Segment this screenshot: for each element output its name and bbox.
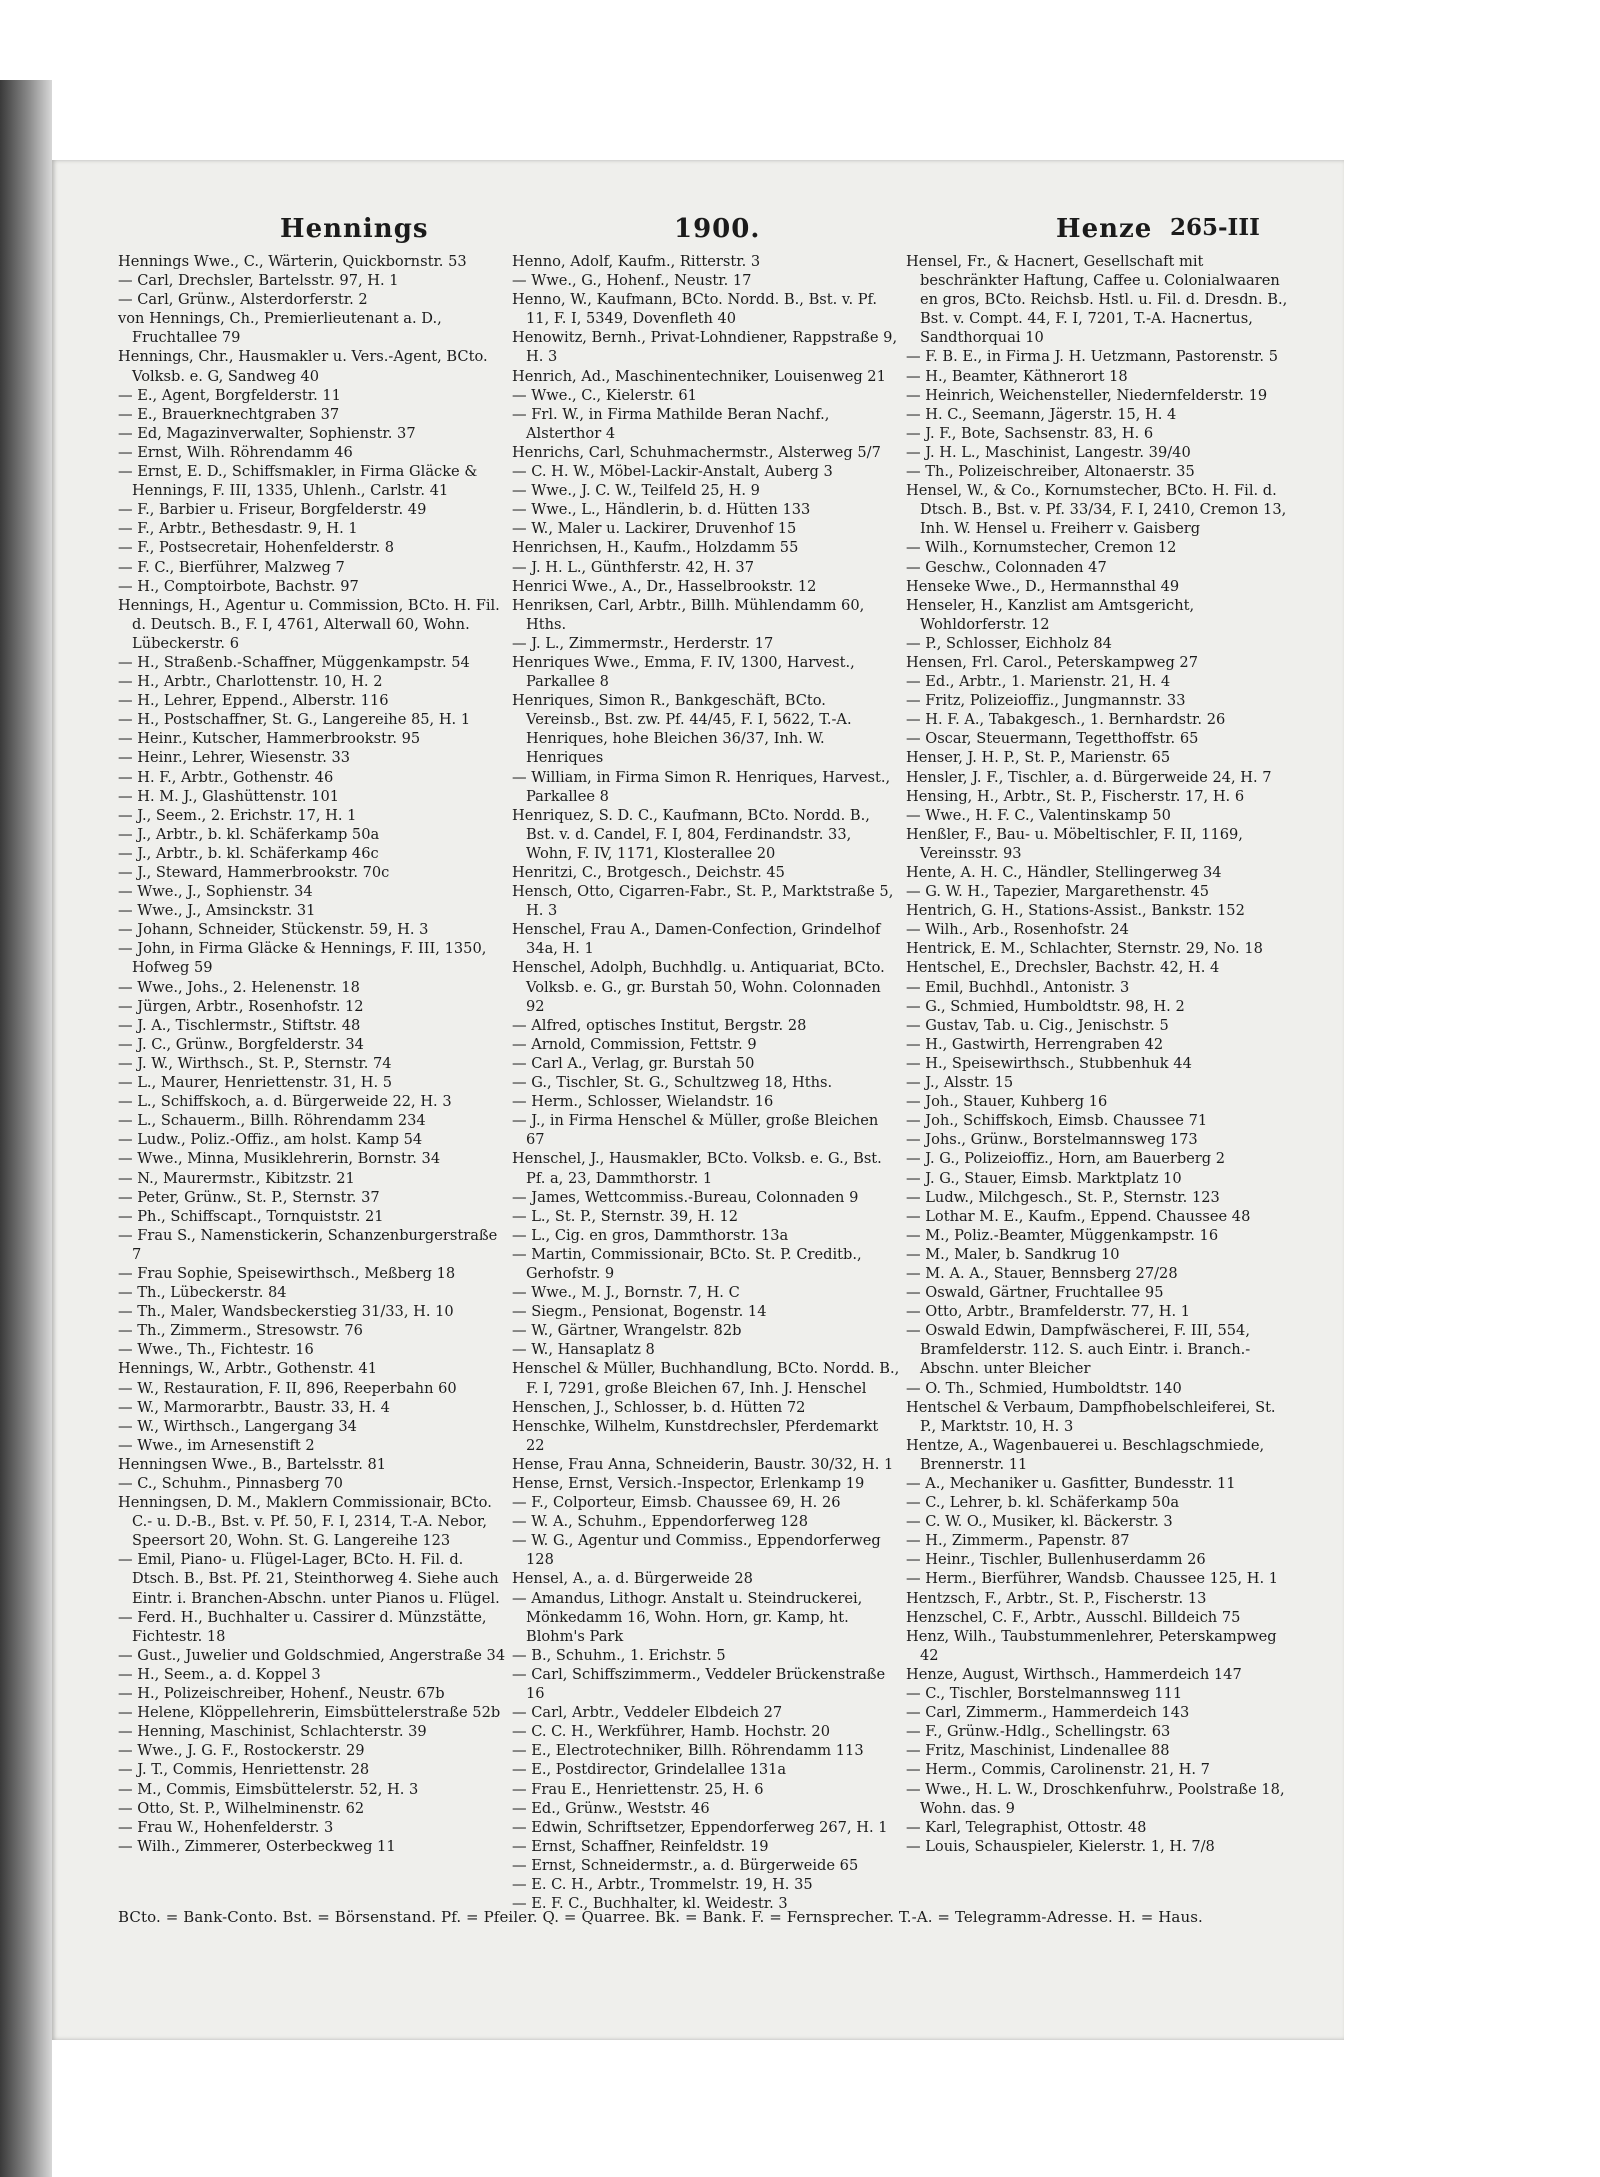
- directory-entry: Hensch, Otto, Cigarren-Fabr., St. P., Marktstraße 5, H. 3: [512, 883, 894, 920]
- directory-entry: — W., Marmorarbtr., Baustr. 33, H. 4: [118, 1398, 390, 1416]
- directory-entry: — Wwe., M. J., Bornstr. 7, H. C: [512, 1284, 740, 1302]
- directory-entry: — Herm., Bierführer, Wandsb. Chaussee 125, H. 1: [906, 1570, 1279, 1588]
- directory-entry: — C., Lehrer, b. kl. Schäferkamp 50a: [906, 1494, 1180, 1512]
- directory-entry: Henschen, J., Schlosser, b. d. Hütten 72: [512, 1398, 806, 1416]
- directory-entry: — Wwe., im Arnesenstift 2: [118, 1436, 315, 1454]
- directory-entry: — Gust., Juwelier und Goldschmied, Angerstraße 34: [118, 1646, 506, 1664]
- directory-entry: — Joh., Schiffskoch, Eimsb. Chaussee 71: [906, 1112, 1208, 1130]
- directory-entry: — E., Agent, Borgfelderstr. 11: [118, 386, 341, 404]
- directory-entry: — Joh., Stauer, Kuhberg 16: [906, 1093, 1108, 1111]
- directory-entry: — M., Poliz.-Beamter, Müggenkampstr. 16: [906, 1226, 1219, 1244]
- directory-entry: — G., Tischler, St. G., Schultzweg 18, Hths.: [512, 1074, 833, 1092]
- directory-entry: — Herm., Commis, Carolinenstr. 21, H. 7: [906, 1761, 1210, 1779]
- directory-entry: — H. C., Seemann, Jägerstr. 15, H. 4: [906, 405, 1177, 423]
- directory-entry: — P., Schlosser, Eichholz 84: [906, 634, 1112, 652]
- directory-entry: — Geschw., Colonnaden 47: [906, 558, 1107, 576]
- directory-entry: Henseke Wwe., D., Hermannsthal 49: [906, 577, 1180, 595]
- directory-entry: Hensler, J. F., Tischler, a. d. Bürgerweide 24, H. 7: [906, 768, 1272, 786]
- directory-entry: — Emil, Buchhdl., Antonistr. 3: [906, 978, 1130, 996]
- directory-entry: — Frau S., Namenstickerin, Schanzenburgerstraße 7: [118, 1226, 498, 1263]
- directory-entry: — Carl, Grünw., Alsterdorferstr. 2: [118, 291, 368, 309]
- directory-entry: — J., in Firma Henschel & Müller, große Bleichen 67: [512, 1112, 879, 1149]
- directory-entry: Hensel, Fr., & Hacnert, Gesellschaft mit beschränkter Haftung, Caffee u. Colonialwaaren en gros, BCto. Reichsb. Hstl. u. Fil. d. Dresdn. B., Bst. v. Compt. 44, F. I, 7201, T.-A. Hacnertus, Sandthorquai 10: [906, 253, 1288, 347]
- directory-entry: — N., Maurermstr., Kibitzstr. 21: [118, 1169, 355, 1187]
- directory-entry: — Ed., Arbtr., 1. Marienstr. 21, H. 4: [906, 673, 1171, 691]
- directory-entry: Henschel & Müller, Buchhandlung, BCto. Nordd. B., F. I, 7291, große Bleichen 67, Inh. J. Henschel: [512, 1360, 900, 1397]
- directory-entry: — J. H. L., Günthferstr. 42, H. 37: [512, 558, 754, 576]
- directory-entry: — Otto, Arbtr., Bramfelderstr. 77, H. 1: [906, 1303, 1191, 1321]
- directory-entry: — Wilh., Kornumstecher, Cremon 12: [906, 539, 1177, 557]
- directory-entry: — Ernst, Wilh. Röhrendamm 46: [118, 443, 353, 461]
- directory-entry: — H., Lehrer, Eppend., Alberstr. 116: [118, 692, 389, 710]
- running-header: [224, 214, 1288, 254]
- directory-entry: — W., Wirthsch., Langergang 34: [118, 1417, 357, 1435]
- scan-binding-edge: [0, 80, 52, 2177]
- directory-entry: — James, Wettcommiss.-Bureau, Colonnaden 9: [512, 1188, 859, 1206]
- directory-entry: — M., Commis, Eimsbüttelerstr. 52, H. 3: [118, 1780, 419, 1798]
- directory-entry: Henser, J. H. P., St. P., Marienstr. 65: [906, 749, 1171, 767]
- directory-entry: — G., Schmied, Humboldtstr. 98, H. 2: [906, 997, 1185, 1015]
- directory-entry: — Wwe., J. G. F., Rostockerstr. 29: [118, 1742, 365, 1760]
- directory-entry: — Wwe., J., Sophienstr. 34: [118, 883, 313, 901]
- directory-entry: — Oscar, Steuermann, Tegetthoffstr. 65: [906, 730, 1199, 748]
- directory-entry: — Frau Sophie, Speisewirthsch., Meßberg 18: [118, 1264, 456, 1282]
- directory-entry: — E. F. C., Buchhalter, kl. Weidestr. 3: [512, 1895, 788, 1913]
- directory-entry: — Ed, Magazinverwalter, Sophienstr. 37: [118, 424, 416, 442]
- directory-entry: Henrich, Ad., Maschinentechniker, Louisenweg 21: [512, 367, 886, 385]
- directory-entry: — Frau W., Hohenfelderstr. 3: [118, 1818, 334, 1836]
- directory-entry: Henschel, J., Hausmakler, BCto. Volksb. e. G., Bst. Pf. a, 23, Dammthorstr. 1: [512, 1150, 882, 1187]
- directory-entry: — C., Tischler, Borstelmannsweg 111: [906, 1685, 1183, 1703]
- directory-entry: — Wilh., Arb., Rosenhofstr. 24: [906, 921, 1129, 939]
- directory-entry: — Heinr., Tischler, Bullenhuserdamm 26: [906, 1551, 1206, 1569]
- directory-entry: — W. G., Agentur und Commiss., Eppendorferweg 128: [512, 1532, 881, 1569]
- directory-entry: — J., Arbtr., b. kl. Schäferkamp 50a: [118, 825, 380, 843]
- directory-entry: — John, in Firma Gläcke & Hennings, F. III, 1350, Hofweg 59: [118, 940, 487, 977]
- directory-entry: Hense, Ernst, Versich.-Inspector, Erlenkamp 19: [512, 1475, 865, 1492]
- directory-entry: — Oswald, Gärtner, Fruchtallee 95: [906, 1284, 1164, 1302]
- directory-entry: — Ernst, Schneidermstr., a. d. Bürgerweide 65: [512, 1856, 859, 1874]
- directory-entry: — F. B. E., in Firma J. H. Uetzmann, Pastorenstr. 5: [906, 348, 1278, 366]
- directory-entry: — Johs., Grünw., Borstelmannsweg 173: [906, 1131, 1198, 1149]
- directory-entry: — Carl A., Verlag, gr. Burstah 50: [512, 1054, 755, 1072]
- directory-entry: — Johann, Schneider, Stückenstr. 59, H. 3: [118, 921, 429, 939]
- directory-entry: — H. F. A., Tabakgesch., 1. Bernhardstr. 26: [906, 711, 1226, 729]
- directory-entry: — Ludw., Poliz.-Offiz., am holst. Kamp 54: [118, 1131, 423, 1149]
- directory-entry: Hentzsch, F., Arbtr., St. P., Fischerstr. 13: [906, 1589, 1207, 1607]
- directory-entry: Henßler, F., Bau- u. Möbeltischler, F. II, 1169, Vereinsstr. 93: [906, 825, 1243, 862]
- directory-entry: — H. F., Arbtr., Gothenstr. 46: [118, 768, 334, 786]
- directory-entry: Hennings, Chr., Hausmakler u. Vers.-Agent, BCto. Volksb. e. G, Sandweg 40: [118, 348, 488, 385]
- directory-entry: — G. W. H., Tapezier, Margarethenstr. 45: [906, 883, 1210, 901]
- directory-entry: — E. C. H., Arbtr., Trommelstr. 19, H. 35: [512, 1875, 813, 1893]
- directory-entry: — C. W. O., Musiker, kl. Bäckerstr. 3: [906, 1513, 1173, 1531]
- directory-entry: — F., Colporteur, Eimsb. Chaussee 69, H. 26: [512, 1494, 841, 1512]
- directory-entry: — A., Mechaniker u. Gasfitter, Bundesstr. 11: [906, 1475, 1236, 1492]
- directory-entry: — E., Electrotechniker, Billh. Röhrendamm 113: [512, 1742, 864, 1760]
- directory-entry: — J., Seem., 2. Erichstr. 17, H. 1: [118, 806, 357, 824]
- directory-entry: — Heinrich, Weichensteller, Niedernfelderstr. 19: [906, 386, 1268, 404]
- directory-entry: — Jürgen, Arbtr., Rosenhofstr. 12: [118, 997, 364, 1015]
- directory-entry: — Ferd. H., Buchhalter u. Cassirer d. Münzstätte, Fichtestr. 18: [118, 1608, 487, 1645]
- directory-entry: — Ernst, E. D., Schiffsmakler, in Firma Gläcke & Hennings, F. III, 1335, Uhlenh., Carlstr. 41: [118, 463, 478, 500]
- directory-entry: — L., Maurer, Henriettenstr. 31, H. 5: [118, 1074, 393, 1092]
- directory-entry: — M. A. A., Stauer, Bennsberg 27/28: [906, 1264, 1178, 1282]
- directory-entry: — Oswald Edwin, Dampfwäscherei, F. III, 554, Bramfelderstr. 112. S. auch Eintr. i. Branch.-Abschn. unter Bleicher: [906, 1322, 1251, 1378]
- directory-entry: Henno, Adolf, Kaufm., Ritterstr. 3: [512, 253, 761, 270]
- directory-entry: Hentschel, E., Drechsler, Bachstr. 42, H. 4: [906, 959, 1220, 977]
- directory-entry: — Carl, Zimmerm., Hammerdeich 143: [906, 1704, 1190, 1722]
- directory-entry: — J. W., Wirthsch., St. P., Sternstr. 74: [118, 1054, 392, 1072]
- directory-entry: — Heinr., Lehrer, Wiesenstr. 33: [118, 749, 351, 767]
- directory-entry: — Frau E., Henriettenstr. 25, H. 6: [512, 1780, 764, 1798]
- directory-entry: — C. H. W., Möbel-Lackir-Anstalt, Auberg 3: [512, 463, 833, 481]
- directory-entry: — Carl, Schiffszimmerm., Veddeler Brückenstraße 16: [512, 1665, 886, 1703]
- directory-entry: Henze, August, Wirthsch., Hammerdeich 147: [906, 1665, 1242, 1683]
- column-middle: [512, 252, 900, 1913]
- directory-entry: Henrichsen, H., Kaufm., Holzdamm 55: [512, 539, 799, 557]
- directory-entry: — Alfred, optisches Institut, Bergstr. 28: [512, 1016, 807, 1034]
- directory-entry: — Peter, Grünw., St. P., Sternstr. 37: [118, 1188, 380, 1206]
- directory-entry: — H. M. J., Glashüttenstr. 101: [118, 787, 340, 805]
- directory-entry: Hentrick, E. M., Schlachter, Sternstr. 29, No. 18: [906, 940, 1263, 958]
- directory-entry: — Henning, Maschinist, Schlachterstr. 39: [118, 1723, 427, 1741]
- directory-columns: [118, 252, 1294, 1913]
- scan-margin-top: [0, 0, 52, 80]
- directory-entry: Henz, Wilh., Taubstummenlehrer, Peterskampweg 42: [906, 1627, 1277, 1664]
- directory-entry: — Wwe., Th., Fichtestr. 16: [118, 1341, 314, 1359]
- column-right: [906, 252, 1294, 1902]
- directory-entry: — M., Maler, b. Sandkrug 10: [906, 1245, 1120, 1263]
- directory-entry: — Wwe., Minna, Musiklehrerin, Bornstr. 34: [118, 1150, 441, 1168]
- directory-entry: — J. L., Zimmermstr., Herderstr. 17: [512, 634, 774, 652]
- directory-entry: Hennings Wwe., C., Wärterin, Quickbornstr. 53: [118, 253, 467, 270]
- directory-entry: — Lothar M. E., Kaufm., Eppend. Chaussee 48: [906, 1207, 1251, 1225]
- directory-entry: — H., Polizeischreiber, Hohenf., Neustr. 67b: [118, 1685, 445, 1703]
- directory-entry: — J. A., Tischlermstr., Stiftstr. 48: [118, 1016, 361, 1034]
- directory-entry: — L., St. P., Sternstr. 39, H. 12: [512, 1207, 739, 1225]
- directory-entry: Henriques Wwe., Emma, F. IV, 1300, Harvest., Parkallee 8: [512, 653, 855, 691]
- directory-entry: Henritzi, C., Brotgesch., Deichstr. 45: [512, 864, 785, 881]
- directory-entry: — J. H. L., Maschinist, Langestr. 39/40: [906, 443, 1191, 461]
- directory-entry: — Wilh., Zimmerer, Osterbeckweg 11: [118, 1837, 396, 1855]
- directory-entry: — Fritz, Maschinist, Lindenallee 88: [906, 1742, 1170, 1760]
- directory-entry: — H., Straßenb.-Schaffner, Müggenkampstr. 54: [118, 653, 470, 671]
- directory-entry: — Amandus, Lithogr. Anstalt u. Steindruckerei, Mönkedamm 16, Wohn. Horn, gr. Kamp, ht. Blohm's Park: [512, 1589, 863, 1645]
- directory-entry: — Martin, Commissionair, BCto. St. P. Creditb., Gerhofstr. 9: [512, 1245, 862, 1282]
- directory-entry: — J. G., Polizeioffiz., Horn, am Bauerberg 2: [906, 1150, 1226, 1168]
- header-first-name: Hennings: [280, 214, 429, 244]
- column-left: [118, 252, 506, 1902]
- directory-entry: — F. C., Bierführer, Malzweg 7: [118, 558, 345, 576]
- directory-entry: — H., Zimmerm., Papenstr. 87: [906, 1532, 1130, 1550]
- directory-entry: Hensel, A., a. d. Bürgerweide 28: [512, 1570, 753, 1588]
- directory-entry: Hense, Frau Anna, Schneiderin, Baustr. 30/32, H. 1: [512, 1455, 894, 1473]
- directory-entry: — Wwe., C., Kielerstr. 61: [512, 386, 697, 404]
- directory-entry: Hennings, H., Agentur u. Commission, BCto. H. Fil. d. Deutsch. B., F. I, 4761, Alterwall 60, Wohn. Lübeckerstr. 6: [118, 596, 500, 652]
- directory-entry: — H., Arbtr., Charlottenstr. 10, H. 2: [118, 673, 383, 691]
- directory-entry: — Herm., Schlosser, Wielandstr. 16: [512, 1093, 774, 1111]
- directory-entry: — Arnold, Commission, Fettstr. 9: [512, 1035, 757, 1053]
- directory-entry: — Emil, Piano- u. Flügel-Lager, BCto. H. Fil. d. Dtsch. B., Bst. Pf. 21, Steinthorweg 4. Siehe auch Eintr. i. Branchen-Abschn. unter Pianos u. Flügel.: [118, 1551, 500, 1607]
- directory-entry: Henningsen Wwe., B., Bartelsstr. 81: [118, 1455, 387, 1473]
- directory-entry: Henningsen, D. M., Maklern Commissionair, BCto. C.- u. D.-B., Bst. v. Pf. 50, F. I, 2314, T.-A. Nebor, Speersort 20, Wohn. St. G. Langereihe 123: [118, 1494, 492, 1550]
- header-page-number: 265-III: [1170, 214, 1260, 241]
- directory-entry: — H., Seem., a. d. Koppel 3: [118, 1665, 321, 1683]
- directory-entry: Henschel, Frau A., Damen-Confection, Grindelhof 34a, H. 1: [512, 921, 881, 958]
- directory-entry: — Otto, St. P., Wilhelminenstr. 62: [118, 1799, 365, 1817]
- directory-entry: Henno, W., Kaufmann, BCto. Nordd. B., Bst. v. Pf. 11, F. I, 5349, Dovenfleth 40: [512, 291, 878, 328]
- directory-entry: — Wwe., J. C. W., Teilfeld 25, H. 9: [512, 482, 760, 500]
- directory-entry: — L., Schauerm., Billh. Röhrendamm 234: [118, 1112, 426, 1130]
- directory-entry: — Heinr., Kutscher, Hammerbrookstr. 95: [118, 730, 421, 748]
- directory-entry: — Wwe., J., Amsinckstr. 31: [118, 902, 316, 920]
- directory-entry: — C., Schuhm., Pinnasberg 70: [118, 1475, 343, 1492]
- directory-entry: — W., Gärtner, Wrangelstr. 82b: [512, 1322, 742, 1340]
- directory-entry: — E., Postdirector, Grindelallee 131a: [512, 1761, 787, 1779]
- directory-entry: — Fritz, Polizeioffiz., Jungmannstr. 33: [906, 692, 1186, 710]
- directory-entry: Hentze, A., Wagenbauerei u. Beschlagschmiede, Brennerstr. 11: [906, 1436, 1265, 1473]
- directory-entry: — E., Brauerknechtgraben 37: [118, 405, 340, 423]
- directory-entry: Hentschel & Verbaum, Dampfhobelschleiferei, St. P., Marktstr. 10, H. 3: [906, 1398, 1276, 1435]
- directory-entry: — Wwe., L., Händlerin, b. d. Hütten 133: [512, 501, 811, 519]
- directory-entry: — L., Schiffskoch, a. d. Bürgerweide 22, H. 3: [118, 1093, 452, 1111]
- directory-entry: Hente, A. H. C., Händler, Stellingerweg 34: [906, 864, 1222, 881]
- directory-entry: — J., Alsstr. 15: [906, 1074, 1014, 1092]
- directory-entry: — H., Postschaffner, St. G., Langereihe 85, H. 1: [118, 711, 471, 729]
- directory-entry: — Th., Maler, Wandsbeckerstieg 31/33, H. 10: [118, 1303, 454, 1321]
- directory-entry: von Hennings, Ch., Premierlieutenant a. D., Fruchtallee 79: [118, 310, 442, 347]
- directory-entry: — Wwe., H. F. C., Valentinskamp 50: [906, 806, 1171, 824]
- directory-entry: — Wwe., H. L. W., Droschkenfuhrw., Poolstraße 18, Wohn. das. 9: [906, 1780, 1285, 1817]
- directory-entry: — J. C., Grünw., Borgfelderstr. 34: [118, 1035, 364, 1053]
- directory-entry: — H., Speisewirthsch., Stubbenhuk 44: [906, 1054, 1192, 1072]
- directory-entry: — F., Postsecretair, Hohenfelderstr. 8: [118, 539, 395, 557]
- directory-entry: Hentrich, G. H., Stations-Assist., Bankstr. 152: [906, 902, 1245, 920]
- directory-entry: Henschke, Wilhelm, Kunstdrechsler, Pferdemarkt 22: [512, 1417, 879, 1454]
- directory-entry: — F., Barbier u. Friseur, Borgfelderstr. 49: [118, 501, 427, 519]
- directory-entry: Henriquez, S. D. C., Kaufmann, BCto. Nordd. B., Bst. v. d. Candel, F. I, 804, Ferdinandstr. 33, Wohn, F. IV, 1171, Klosterallee 20: [512, 806, 870, 862]
- directory-entry: Henzschel, C. F., Arbtr., Ausschl. Billdeich 75: [906, 1608, 1241, 1626]
- directory-entry: — J., Steward, Hammerbrookstr. 70c: [118, 864, 390, 881]
- abbreviation-legend: BCto. = Bank-Conto. Bst. = Börsenstand. Pf. = Pfeiler. Q. = Quarree. Bk. = Bank. F. = Fernsprecher. T.-A. = Telegramm-Adresse. H. = Haus.: [118, 1908, 1203, 1926]
- directory-entry: — William, in Firma Simon R. Henriques, Harvest., Parkallee 8: [512, 768, 891, 805]
- directory-entry: — B., Schuhm., 1. Erichstr. 5: [512, 1646, 726, 1664]
- directory-entry: — Siegm., Pensionat, Bogenstr. 14: [512, 1303, 767, 1321]
- directory-entry: Hensing, H., Arbtr., St. P., Fischerstr. 17, H. 6: [906, 787, 1245, 805]
- directory-entry: — J. F., Bote, Sachsenstr. 83, H. 6: [906, 424, 1154, 442]
- directory-entry: — W., Hansaplatz 8: [512, 1341, 655, 1359]
- directory-entry: Henschel, Adolph, Buchhdlg. u. Antiquariat, BCto. Volksb. e. G., gr. Burstah 50, Wohn. Colonnaden 92: [512, 959, 885, 1015]
- directory-entry: — H., Comptoirbote, Bachstr. 97: [118, 577, 359, 595]
- directory-entry: — W., Maler u. Lackirer, Druvenhof 15: [512, 520, 797, 538]
- directory-entry: — Carl, Drechsler, Bartelsstr. 97, H. 1: [118, 272, 399, 290]
- header-year: 1900.: [674, 214, 761, 244]
- directory-entry: Henriques, Simon R., Bankgeschäft, BCto. Vereinsb., Bst. zw. Pf. 44/45, F. I, 5622, T.-A. Henriques, hohe Bleichen 36/37, Inh. W. Henriques: [512, 692, 852, 767]
- directory-entry: — F., Grünw.-Hdlg., Schellingstr. 63: [906, 1723, 1171, 1741]
- directory-entry: — J., Arbtr., b. kl. Schäferkamp 46c: [118, 844, 379, 862]
- directory-entry: — Carl, Arbtr., Veddeler Elbdeich 27: [512, 1704, 783, 1722]
- directory-entry: Henowitz, Bernh., Privat-Lohndiener, Rappstraße 9, H. 3: [512, 329, 898, 366]
- directory-entry: — Ludw., Milchgesch., St. P., Sternstr. 123: [906, 1188, 1220, 1206]
- directory-entry: — Edwin, Schriftsetzer, Eppendorferweg 267, H. 1: [512, 1818, 888, 1836]
- directory-entry: — J. G., Stauer, Eimsb. Marktplatz 10: [906, 1169, 1182, 1187]
- directory-entry: Henrici Wwe., A., Dr., Hasselbrookstr. 12: [512, 577, 817, 595]
- directory-entry: — Frl. W., in Firma Mathilde Beran Nachf., Alsterthor 4: [512, 405, 830, 442]
- directory-entry: — Wwe., Johs., 2. Helenenstr. 18: [118, 978, 360, 996]
- directory-entry: — H., Beamter, Käthnerort 18: [906, 367, 1128, 385]
- directory-entry: — L., Cig. en gros, Dammthorstr. 13a: [512, 1226, 789, 1244]
- directory-entry: Henseler, H., Kanzlist am Amtsgericht, Wohldorferstr. 12: [906, 596, 1195, 633]
- directory-entry: — Ed., Grünw., Weststr. 46: [512, 1799, 710, 1817]
- directory-entry: — W., Restauration, F. II, 896, Reeperbahn 60: [118, 1379, 457, 1397]
- directory-entry: — W. A., Schuhm., Eppendorferweg 128: [512, 1513, 808, 1531]
- directory-entry: — Ph., Schiffscapt., Tornquiststr. 21: [118, 1207, 384, 1225]
- directory-entry: Hensen, Frl. Carol., Peterskampweg 27: [906, 653, 1198, 671]
- header-last-name: Henze: [1056, 214, 1153, 244]
- directory-entry: — H., Gastwirth, Herrengraben 42: [906, 1035, 1164, 1053]
- directory-entry: — Karl, Telegraphist, Ottostr. 48: [906, 1818, 1147, 1836]
- directory-entry: — Th., Polizeischreiber, Altonaerstr. 35: [906, 463, 1195, 481]
- directory-entry: — Gustav, Tab. u. Cig., Jenischstr. 5: [906, 1016, 1169, 1034]
- directory-entry: Hensel, W., & Co., Kornumstecher, BCto. H. Fil. d. Dtsch. B., Bst. v. Pf. 33/34, F. I, 2410, Cremon 13, Inh. W. Hensel u. Freiherr v. Gaisberg: [906, 482, 1287, 538]
- directory-entry: — Ernst, Schaffner, Reinfeldstr. 19: [512, 1837, 769, 1855]
- directory-entry: Hennings, W., Arbtr., Gothenstr. 41: [118, 1360, 378, 1378]
- directory-entry: — Helene, Klöppellehrerin, Eimsbüttelerstraße 52b: [118, 1704, 501, 1722]
- directory-entry: — F., Arbtr., Bethesdastr. 9, H. 1: [118, 520, 358, 538]
- directory-entry: — C. C. H., Werkführer, Hamb. Hochstr. 20: [512, 1723, 830, 1741]
- directory-entry: Henriksen, Carl, Arbtr., Billh. Mühlendamm 60, Hths.: [512, 596, 865, 633]
- directory-entry: — Louis, Schauspieler, Kielerstr. 1, H. 7/8: [906, 1837, 1215, 1855]
- directory-entry: — Th., Lübeckerstr. 84: [118, 1284, 287, 1302]
- directory-entry: — Th., Zimmerm., Stresowstr. 76: [118, 1322, 363, 1340]
- directory-entry: — Wwe., G., Hohenf., Neustr. 17: [512, 272, 752, 290]
- directory-entry: — J. T., Commis, Henriettenstr. 28: [118, 1761, 370, 1779]
- directory-entry: Henrichs, Carl, Schuhmachermstr., Alsterweg 5/7: [512, 443, 881, 461]
- directory-entry: — O. Th., Schmied, Humboldtstr. 140: [906, 1379, 1182, 1397]
